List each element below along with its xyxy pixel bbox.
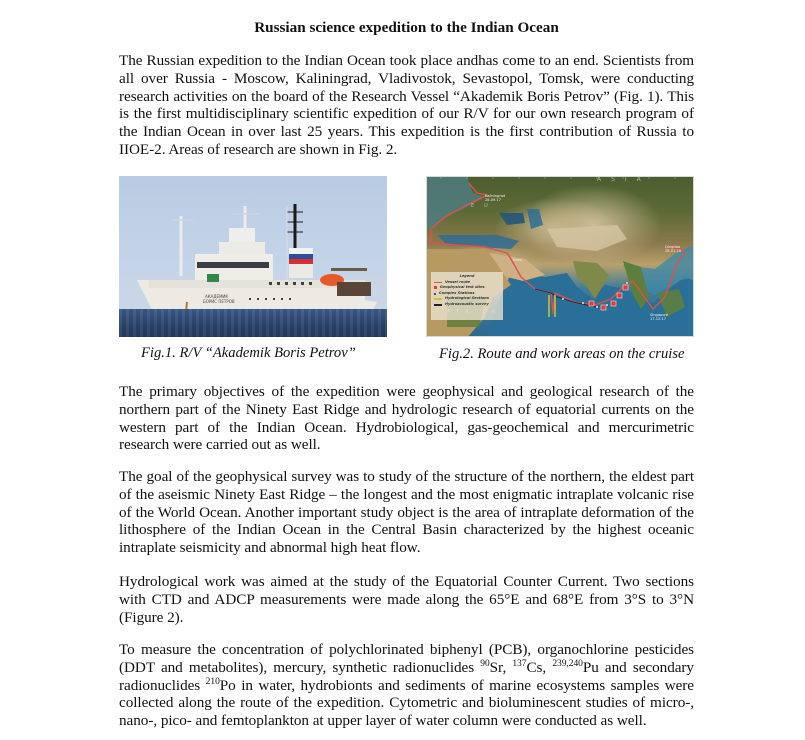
map-legend-item-complex-stations: Complex Stations (434, 291, 500, 297)
svg-text:АКАДЕМИК: АКАДЕМИК (205, 294, 229, 299)
map-region-eu: EU (471, 203, 498, 209)
figure-1 (119, 176, 387, 361)
po-isotope-number: 210 (205, 676, 220, 687)
map-legend-title: Legend (459, 274, 475, 278)
map-label-qingdao: Qingdao 28.01.18 (665, 245, 682, 253)
objectives-paragraph: The primary objectives of the expedition were geophysical and geological research of the northern part of the Ninety East Ridge and hydrologic research of equatorial currents on the western part of the Indian Ocean. Hydrobiological, gas-geochemical and mercurimetric research were carried out as well. (119, 383, 694, 454)
map-legend-item-vessel-route: Vessel route (434, 280, 500, 286)
document-title: Russian science expedition to the Indian Ocean (254, 19, 559, 36)
sea-background (119, 309, 387, 337)
pollutants-paragraph: To measure the concentration of polychlorinated biphenyl (PCB), organochlorine pesticides (DDT and metabolites), mercury, synthetic radionuclides $^{90}$Sr, $^{137}$Cs, $^{239,240}$Pu and secondary radionuclides $^{210}$Po in water, hydrobionts and sediments of marine ecosystems samples were collected along the route of the expedition. Cytometric and bioluminescent studies of micro-, nano-, pico- and femtoplankton at upper layer of water column were conducted as well. (119, 641, 694, 730)
hydroacoustic-line-icon (434, 304, 442, 306)
map-legend-item-geophysical-sites: Geophysical test sites (434, 285, 500, 291)
hydrological-paragraph: Hydrological work was aimed at the study of the Equatorial Counter Current. Two sections with CTD and ADCP measurements were made along the 65°E and 68°E from 3°S to 3°N (Figure 2). (119, 573, 694, 626)
hydrological-line-icon (434, 298, 442, 300)
figure-2 (426, 176, 695, 362)
map-label-suez: Suez (513, 258, 522, 262)
geophysical-paragraph: The goal of the geophysical survey was to study of the structure of the northern, the eldest part of the aseismic Ninety East Ridge – the longest and the most enigmatic intraplate volcanic rise of the World Ocean. Another important study object is the area of intraplate deformation of the lithosphere of the Indian Ocean in the Central Basin characterized by the highest oceanic intraplate seismicity and abnormal high heat flow. (119, 468, 694, 557)
cs-isotope-number: 137 (512, 658, 527, 669)
route-map (426, 176, 694, 337)
figure-1-caption: Fig.1. R/V “Akademik Boris Petrov” (141, 345, 356, 361)
map-label-kaliningrad: Kaliningrad 28.09.17 (485, 194, 506, 202)
vessel-route-swatch-icon (434, 282, 442, 284)
map-legend-item-hydroacoustic-survey: Hydroacoustic survey (434, 302, 500, 308)
station-dot-icon (434, 293, 436, 295)
test-site-marker-icon (434, 286, 437, 289)
map-legend (431, 272, 503, 320)
map-region-asia: ASIA (597, 176, 651, 183)
sr-isotope-number: 90 (480, 658, 490, 669)
svg-text:БОРИС ПЕТРОВ: БОРИС ПЕТРОВ (203, 299, 235, 304)
research-vessel-photo (119, 176, 387, 337)
map-legend-item-hydrological-sections: Hydrological Sections (434, 296, 500, 302)
pu-isotope-number: 239,240 (552, 658, 583, 669)
figure-2-caption: Fig.2. Route and work areas on the cruise (439, 346, 685, 362)
intro-paragraph: The Russian expedition to the Indian Ocean took place andhas come to an end. Scientists from all over Russia - Moscow, Kaliningrad, Vladivostok, Sevastopol, Tomsk, were conducting research activities on the board of the Research Vessel “Akademik Boris Petrov” (Fig. 1). This is the first multidisciplinary scientific expedition of our R/V for our own research program of the Indian Ocean in over last 25 years. This expedition is the first contribution of Russia to IIOE-2. Areas of research are shown in Fig. 2. (119, 52, 694, 158)
map-label-singapore: Singapore 17.12.17 (650, 313, 669, 321)
